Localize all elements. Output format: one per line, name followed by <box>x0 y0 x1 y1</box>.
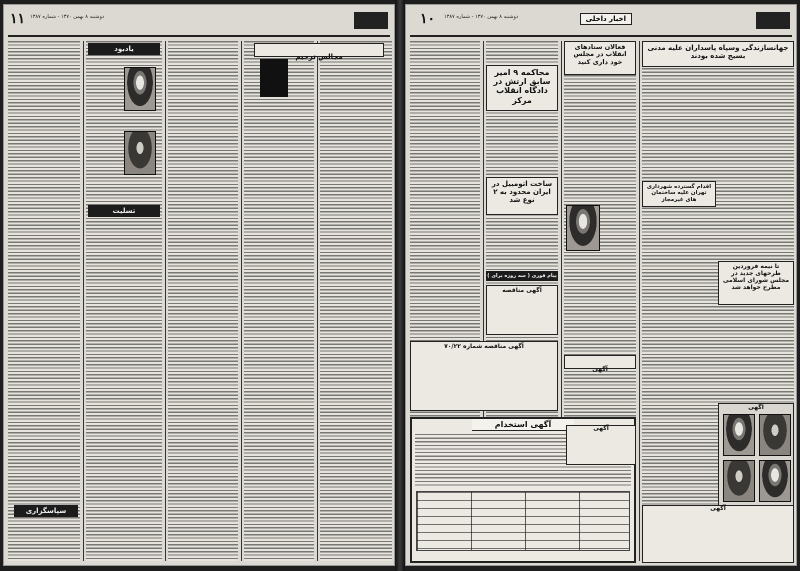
column-divider <box>317 41 318 561</box>
black-memorial-box <box>260 59 288 97</box>
portrait-photo <box>124 131 156 175</box>
ad-box <box>486 285 558 335</box>
column-divider <box>83 41 84 561</box>
ad-title: آگهی <box>593 425 609 432</box>
left-memorial-column <box>86 41 162 561</box>
photo-gallery-box <box>718 403 794 507</box>
right-page-header <box>410 11 792 37</box>
memorial-section-bar: یادبود <box>88 43 160 55</box>
column-divider <box>165 41 166 561</box>
portrait-photo <box>124 67 156 111</box>
headline: فعالان ستادهای انقلاب در مجلس خود داری کنید <box>573 43 627 66</box>
ad-title: آگهی <box>710 505 726 512</box>
portrait-photo <box>723 414 755 456</box>
page-gutter <box>395 0 405 571</box>
ad-title: آگهی مناقصه شماره ۷۰/۲۲ <box>444 343 524 350</box>
headline-box <box>718 261 794 305</box>
section-tag: اخبار داخلی <box>580 13 632 25</box>
society-section-title: مجالس ترحیم <box>295 53 343 61</box>
lead-headline: جهانسازندگی وسپاه پاسداران علیه مدنی بسیج شده بودند <box>647 44 789 61</box>
left-header-info: دوشنبه ۸ بهمن ۱۳۷۰ - شماره ۱۳۸۷ <box>30 14 105 20</box>
right-page-number: ۱۰ <box>420 11 436 27</box>
headline-box <box>642 181 716 207</box>
employment-ad-title: آگهی استخدام <box>472 419 574 431</box>
portrait-photo <box>566 205 600 251</box>
column-divider <box>241 41 242 561</box>
right-header-info: دوشنبه ۸ بهمن ۱۳۷۰ - شماره ۱۳۸۷ <box>444 14 519 20</box>
ad-box <box>642 505 794 563</box>
ad-title: آگهی <box>592 366 608 373</box>
right-page <box>405 4 797 566</box>
ad-box <box>566 425 636 465</box>
gratitude-section-bar: سپاسگزاری <box>14 505 78 517</box>
left-text-column <box>244 41 314 561</box>
photo-gallery-title: آگهی <box>748 404 764 411</box>
headline-box <box>564 41 636 75</box>
headline-box <box>486 177 558 215</box>
left-text-column <box>168 41 238 561</box>
left-masthead-logo <box>354 12 388 29</box>
left-page-header <box>8 11 390 37</box>
employment-ad-table <box>416 491 630 551</box>
headline: تا نیمه فروردین طرحهای جدید در مجلس شورای اسلامی مطرح خواهد شد <box>722 263 790 291</box>
portrait-photo <box>759 414 791 456</box>
column-divider <box>639 41 640 561</box>
society-section-header <box>254 43 384 61</box>
headline-box <box>486 65 558 111</box>
headline: ساخت اتومبیل در ایران محدود به ۲ نوع شد <box>491 180 553 205</box>
left-text-column <box>320 41 392 561</box>
headline: اقدام گسترده شهرداری تهران علیه ساختمان های غیرمجاز <box>646 184 712 203</box>
portrait-photo <box>723 460 755 502</box>
ad-title: آگهی مناقصه <box>502 287 542 294</box>
lead-headline-box <box>642 41 794 67</box>
condolence-section-bar: تسلیت <box>88 205 160 217</box>
banner-strip: پیام فوری ( سه روزه برای ) <box>487 273 557 279</box>
ad-box <box>410 341 558 411</box>
left-page-number: ۱۱ <box>10 11 26 27</box>
portrait-photo <box>759 460 791 502</box>
right-masthead-logo <box>756 12 790 29</box>
left-classifieds-column <box>8 41 80 561</box>
headline: محاکمه ۹ امیر سابق ارتش در دادگاه انقلاب مرکز <box>493 68 551 105</box>
left-page <box>3 4 395 566</box>
ad-box <box>564 355 636 373</box>
